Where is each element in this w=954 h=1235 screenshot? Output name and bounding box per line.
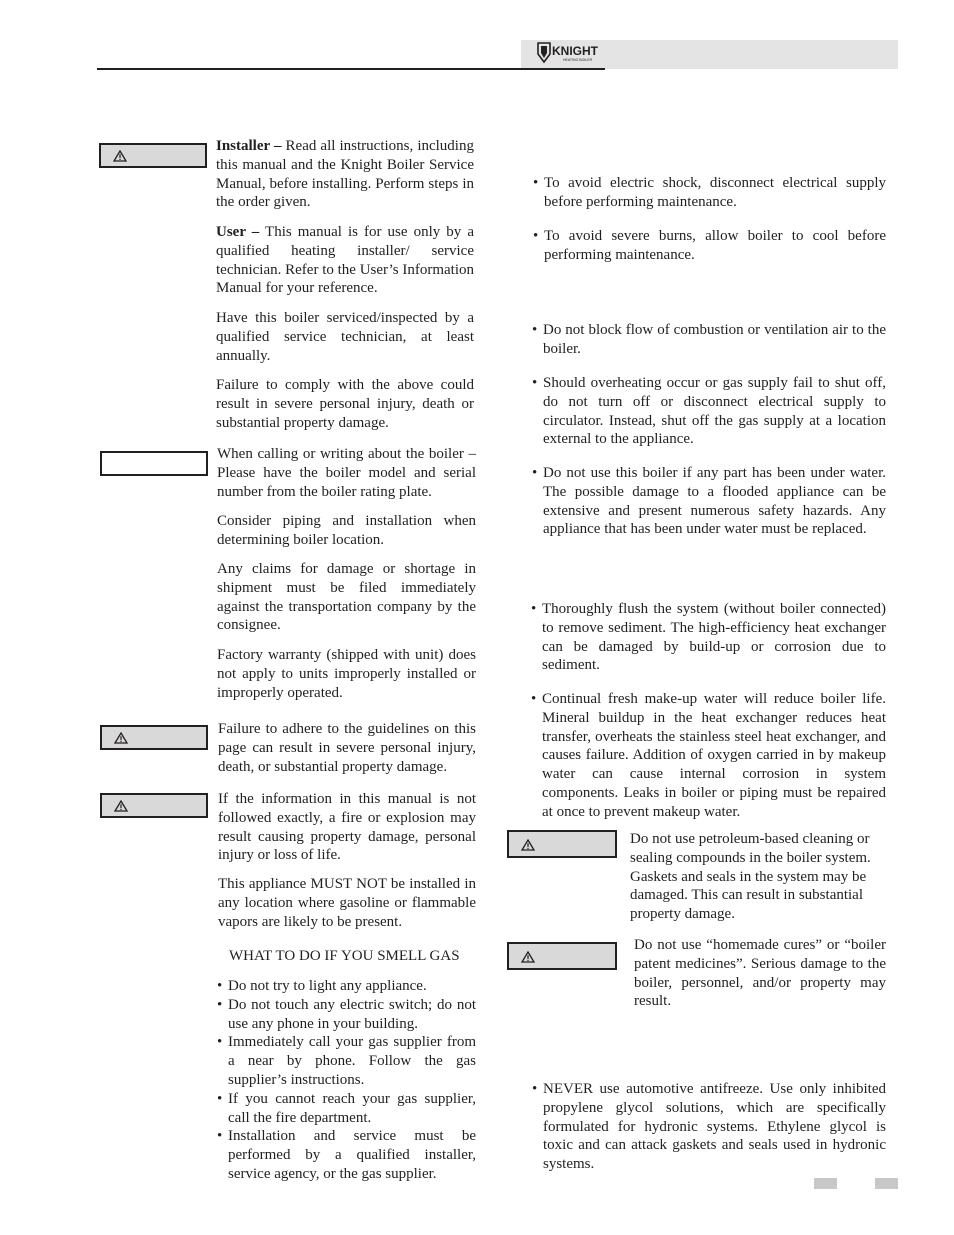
list-item: • Do not touch any electric switch; do not use any phone in your building. (217, 996, 476, 1032)
flood-bullet: • Do not use this boiler if any part has been under water. The possible damage to a flooded appliance can be extensive and present numerous safety hazards. Any appliance that has been under water must be replaced. (532, 465, 886, 538)
installer-paragraph (216, 137, 474, 212)
warning-label-5 (507, 942, 617, 970)
warning-label-1 (99, 143, 207, 168)
knight-logo (536, 40, 608, 66)
list-item: • Immediately call your gas supplier from a near by phone. Follow the gas supplier’s instructions. (217, 1034, 476, 1088)
list-item: • If you cannot reach your gas supplier, call the fire department. (217, 1090, 476, 1126)
user-paragraph (216, 223, 474, 298)
calling-paragraph: When calling or writing about the boiler – Please have the boiler model and serial number from the boiler rating plate. (217, 446, 476, 500)
warning-label-3 (100, 793, 208, 818)
service-paragraph: Have this boiler serviced/inspected by a qualified service technician, at least annually. (216, 310, 474, 364)
bullet: • (217, 978, 223, 994)
shock-bullet: • To avoid electric shock, disconnect electrical supply before performing maintenance. (533, 175, 886, 210)
overheating-bullet: • Should overheating occur or gas supply fail to shut off, do not turn off or disconnect electrical supply to circulator. Instead, shut off the gas supply at a location external to the appliance. (532, 375, 886, 448)
gas-heading: WHAT TO DO IF YOU SMELL GAS (229, 948, 460, 964)
warning-label-4 (507, 830, 617, 858)
footer-mark-left (814, 1178, 837, 1189)
warning-icon (521, 839, 535, 851)
warning-icon (521, 951, 535, 963)
failure-paragraph: Failure to comply with the above could result in severe personal injury, death or substantial property damage. (216, 377, 474, 431)
homemade-cures-paragraph: Do not use “homemade cures” or “boiler patent medicines”. Serious damage to the boiler, personnel, and/or property may result. (634, 937, 886, 1010)
guidelines-paragraph: Failure to adhere to the guidelines on this page can result in severe personal injury, death, or substantial property damage. (218, 721, 476, 775)
installer-text: Read all instructions, including this manual and the Knight Boiler Service Manual, before installing. Perform steps in the order given. (216, 138, 474, 211)
footer-mark-right (875, 1178, 898, 1189)
warning-icon (114, 732, 128, 744)
installer-label: Installer – (216, 138, 282, 154)
bullet: • (217, 1128, 223, 1145)
list-item: • Do not try to light any appliance. (217, 978, 427, 994)
warning-label-2 (100, 725, 208, 750)
makeup-water-bullet: • Continual fresh make-up water will reduce boiler life. Mineral buildup in the heat exchanger reduces heat transfer, overheats the stainless steel heat exchanger, and causes failure. Addition of oxygen carried in by makeup water can cause internal corrosion in system components. Leaks in boiler or piping must be repaired at once to prevent makeup water. (531, 691, 886, 820)
airflow-bullet: • Do not block flow of combustion or ventilation air to the boiler. (532, 322, 886, 357)
user-text: This manual is for use only by a qualified heating installer/ service technician. Refer to the User’s Information Manual for your reference. (216, 224, 474, 297)
piping-paragraph: Consider piping and installation when determining boiler location. (217, 513, 476, 548)
flush-bullet: • Thoroughly flush the system (without boiler connected) to remove sediment. The high-efficiency heat exchanger can be damaged by build-up or corrosion due to sediment. (531, 601, 886, 674)
gasoline-paragraph: This appliance MUST NOT be installed in any location where gasoline or flammable vapors are likely to be present. (218, 876, 476, 930)
claims-paragraph: Any claims for damage or shortage in shipment must be filed immediately against the transportation company by the consignee. (217, 561, 476, 634)
petroleum-paragraph: Do not use petroleum-based cleaning or sealing compounds in the boiler system. Gaskets and seals in the system may be damaged. This can result in substantial property damage. (630, 831, 871, 923)
header-rule (97, 68, 605, 70)
fire-paragraph: If the information in this manual is not followed exactly, a fire or explosion may result causing property damage, personal injury or loss of life. (218, 791, 476, 864)
user-label: User – (216, 224, 260, 240)
warning-icon (114, 800, 128, 812)
bullet: • (217, 996, 223, 1013)
notice-label (100, 451, 208, 476)
bullet: • (217, 1090, 223, 1107)
warranty-paragraph: Factory warranty (shipped with unit) does not apply to units improperly installed or improperly operated. (217, 647, 476, 701)
bullet: • (217, 1034, 223, 1051)
antifreeze-bullet: • NEVER use automotive antifreeze. Use only inhibited propylene glycol solutions, which are specifically formulated for hydronic systems. Ethylene glycol is toxic and can attack gaskets and seals used in hydronic systems. (532, 1081, 886, 1173)
logo-text: KNIGHT (552, 44, 598, 58)
burns-bullet: • To avoid severe burns, allow boiler to cool before performing maintenance. (533, 228, 886, 263)
list-item: • Installation and service must be performed by a qualified installer, service agency, or the gas supplier. (217, 1128, 476, 1182)
logo-subtext: HEATING BOILER (563, 58, 593, 62)
warning-icon (113, 150, 127, 162)
gas-list (217, 977, 476, 1184)
